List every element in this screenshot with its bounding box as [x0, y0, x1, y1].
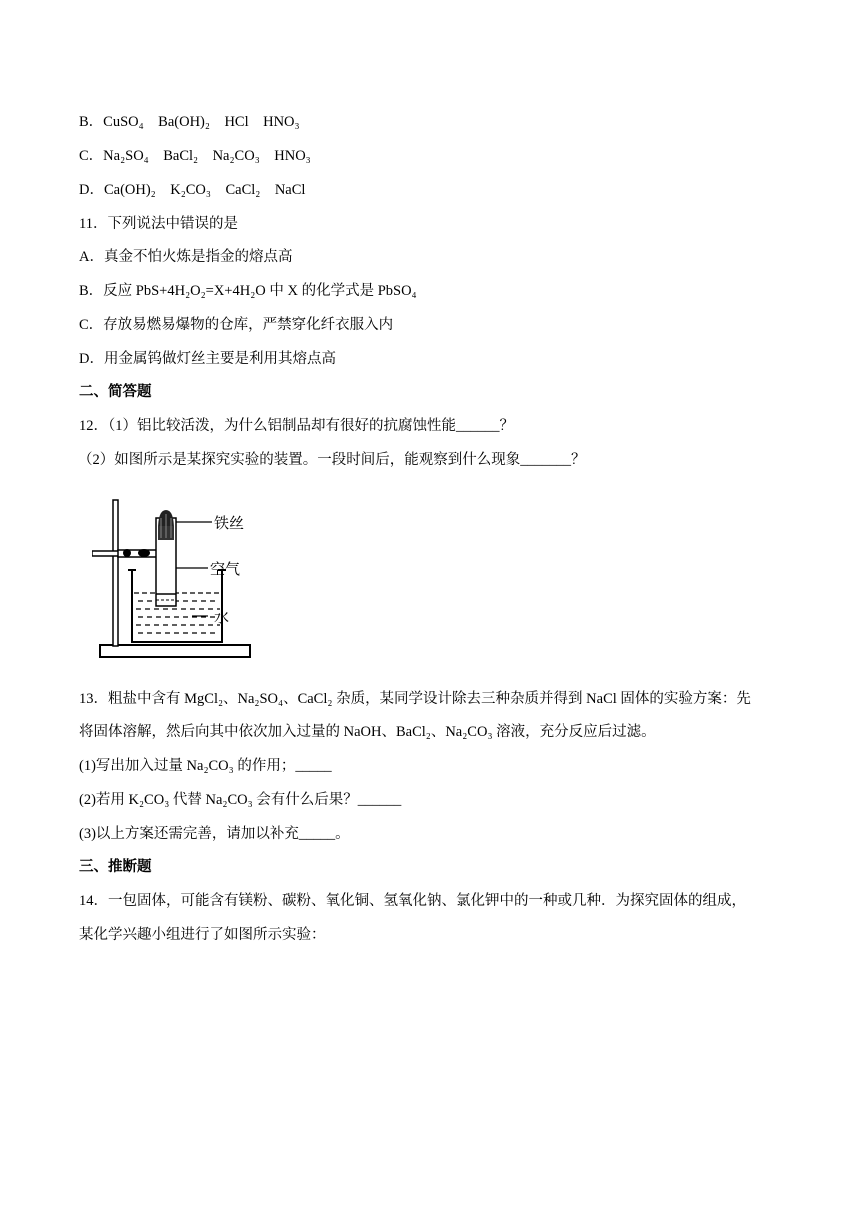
section-heading-short-answer: 二、简答题: [79, 384, 152, 400]
q13-sub1: (1)写出加入过量 Na₂CO₃ 的作用；_____: [79, 758, 332, 774]
q10-option-c: C．Na₂SO₄ BaCl₂ Na₂CO₃ HNO₃: [79, 148, 311, 164]
q11-option-a: A．真金不怕火炼是指金的熔点高: [79, 249, 293, 265]
q13-line1: 13．粗盐中含有 MgCl₂、Na₂SO₄、CaCl₂ 杂质，某同学设计除去三种杂质并得到 NaCl 固体的实验方案：先: [79, 691, 751, 707]
q12-part2: （2）如图所示是某探究实验的装置。一段时间后，能观察到什么现象_______？: [78, 452, 586, 468]
stand-rod: [113, 500, 118, 646]
label-iron-wire: 铁丝: [214, 514, 245, 532]
q14-line1: 14．一包固体，可能含有镁粉、碳粉、氧化铜、氢氧化钠、氯化钾中的一种或几种．为探究固体的组成，: [79, 893, 746, 909]
q14-line2: 某化学兴趣小组进行了如图所示实验：: [79, 927, 326, 943]
q13-sub3: (3)以上方案还需完善，请加以补充_____。: [79, 826, 350, 842]
q11-option-b: B．反应 PbS+4H₂O₂=X+4H₂O 中 X 的化学式是 PbSO₄: [79, 283, 417, 299]
iron-rust-apparatus-figure: [92, 490, 262, 665]
q13-line2: 将固体溶解，然后向其中依次加入过量的 NaOH、BaCl₂、Na₂CO₃ 溶液，充分反应后过滤。: [79, 724, 656, 740]
q10-option-b: B．CuSO₄ Ba(OH)₂ HCl HNO₃: [79, 114, 300, 130]
q11-stem: 11．下列说法中错误的是: [79, 216, 238, 232]
q10-option-d: D．Ca(OH)₂ K₂CO₃ CaCl₂ NaCl: [79, 182, 306, 198]
q12-part1: 12．（1）铝比较活泼，为什么铝制品却有很好的抗腐蚀性能______？: [79, 418, 514, 434]
apparatus-diagram: [92, 490, 262, 665]
label-water: 水: [214, 608, 230, 626]
q13-sub2: (2)若用 K₂CO₃ 代替 Na₂CO₃ 会有什么后果？______: [79, 792, 402, 808]
q11-option-c: C．存放易燃易爆物的仓库，严禁穿化纤衣服入内: [79, 317, 394, 333]
section-heading-inference: 三、推断题: [79, 859, 152, 875]
label-air: 空气: [210, 560, 241, 578]
stand-base: [100, 645, 250, 657]
beaker: [132, 570, 222, 642]
water-surface: [134, 593, 220, 633]
q11-option-d: D．用金属钨做灯丝主要是利用其熔点高: [79, 351, 336, 367]
